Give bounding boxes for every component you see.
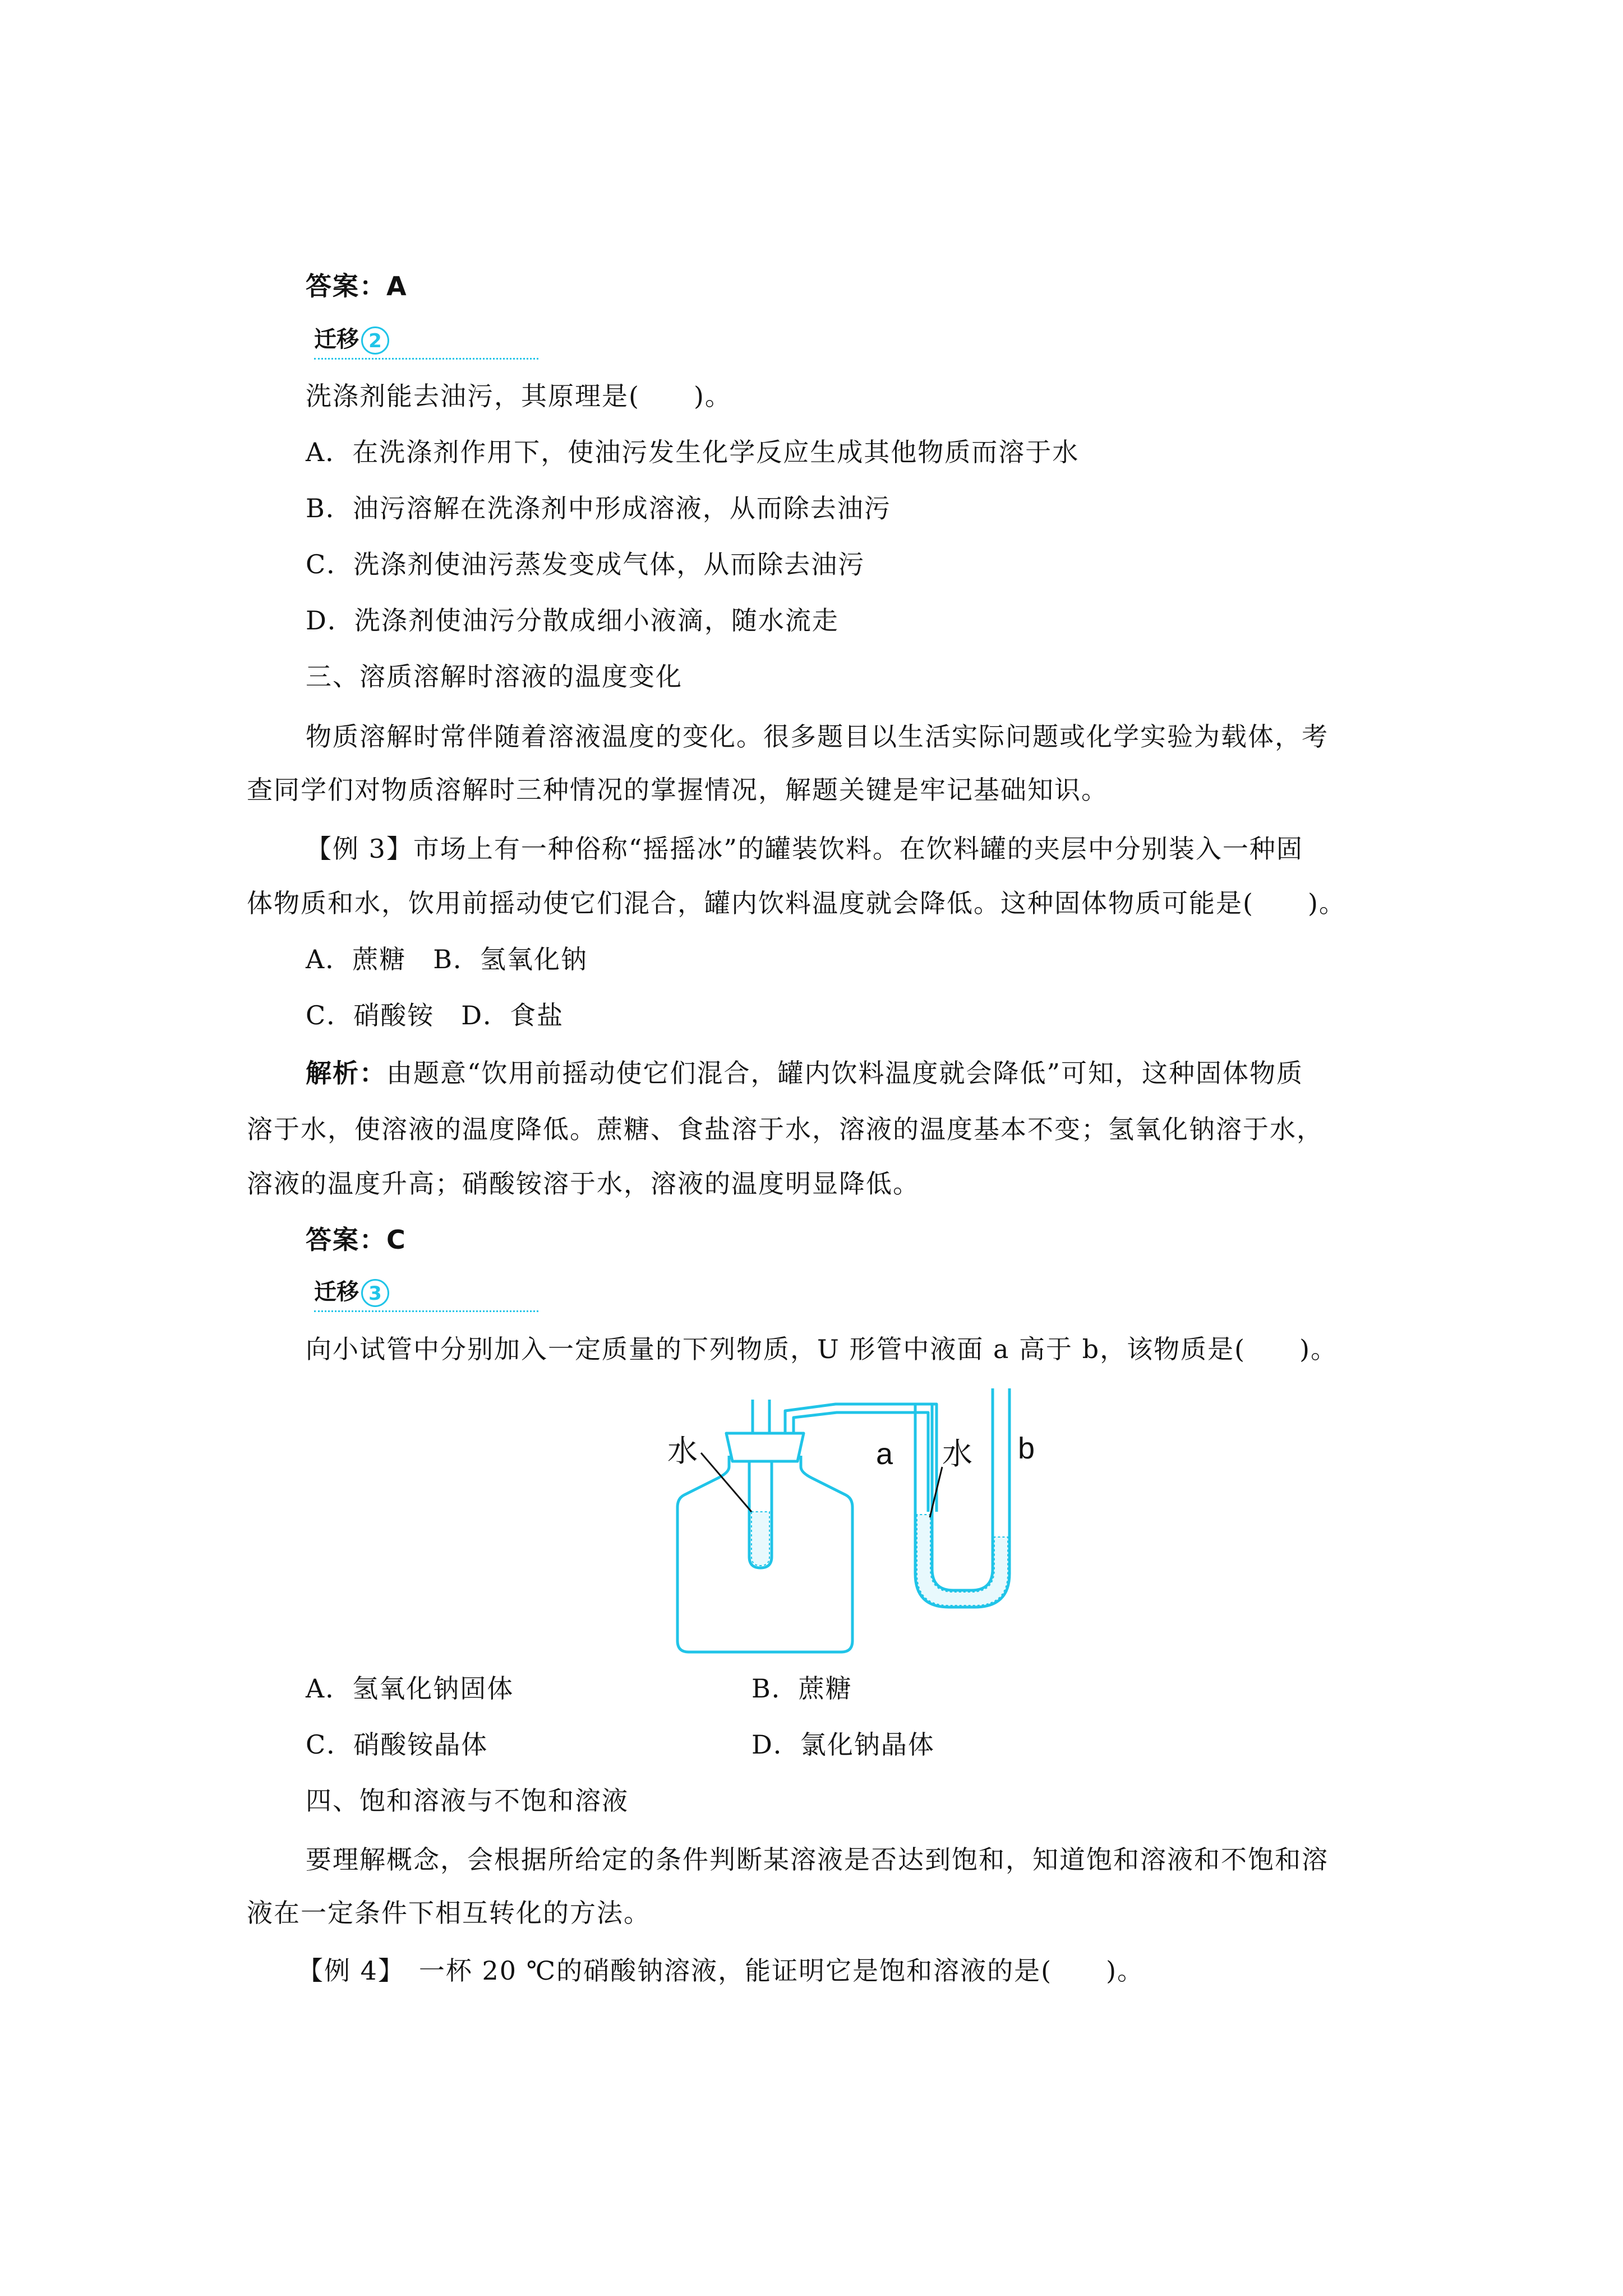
question-transfer-2: 洗涤剂能去油污，其原理是( )。: [306, 381, 732, 411]
dotted-underline: [314, 1310, 538, 1312]
transfer-3-option-b: B．蔗糖: [751, 1673, 852, 1704]
transfer-label: 迁移: [314, 326, 359, 352]
u-tube-apparatus-figure: [667, 1388, 1054, 1663]
section-3-text-line-2: 查同学们对物质溶解时三种情况的掌握情况，解题关键是牢记基础知识。: [247, 775, 1108, 805]
transfer-badge-3: [314, 1278, 389, 1307]
analysis-line-2: 溶于水，使溶液的温度降低。蔗糖、食盐溶于水，溶液的温度基本不变；氢氧化钠溶于水，: [247, 1114, 1324, 1144]
example-4-line: 【例 4】 一杯 20 ℃的硝酸钠溶液，能证明它是饱和溶液的是( )。: [297, 1955, 1145, 1986]
option-b: B．油污溶解在洗涤剂中形成溶液，从而除去油污: [306, 493, 891, 523]
dotted-underline: [314, 358, 538, 360]
transfer-label: 迁移: [314, 1279, 359, 1305]
apparatus-diagram: [667, 1388, 1054, 1663]
section-3-heading: 三、溶质溶解时溶液的温度变化: [306, 661, 683, 692]
example-3-option-cd: C．硝酸铵 D．食盐: [306, 1000, 564, 1030]
analysis-text: 由题意“饮用前摇动使它们混合，罐内饮料温度就会降低”可知，这种固体物质: [386, 1058, 1304, 1088]
question-transfer-3: 向小试管中分别加入一定质量的下列物质，U 形管中液面 a 高于 b，该物质是( )。: [306, 1334, 1338, 1364]
option-c: C．洗涤剂使油污蒸发变成气体，从而除去油污: [306, 549, 865, 579]
transfer-3-option-a: A．氢氧化钠固体: [306, 1673, 514, 1704]
answer-line-2: 答案：C: [306, 1225, 407, 1255]
example-3-option-ab: A．蔗糖 B．氢氧化钠: [306, 944, 588, 974]
option-a: A．在洗涤剂作用下，使油污发生化学反应生成其他物质而溶于水: [306, 437, 1080, 467]
vertical-tube: [753, 1400, 769, 1433]
circled-number-icon: 2: [361, 326, 389, 355]
label-water-left: 水: [667, 1434, 698, 1468]
stopper: [726, 1433, 804, 1461]
analysis-label: 解析：: [306, 1058, 386, 1088]
analysis-line-3: 溶液的温度升高；硝酸铵溶于水，溶液的温度明显降低。: [247, 1168, 920, 1199]
label-b: b: [1018, 1432, 1035, 1465]
transfer-badge-2: [314, 325, 389, 355]
section-4-text-line-1: 要理解概念，会根据所给定的条件判断某溶液是否达到饱和，知道饱和溶液和不饱和溶: [306, 1844, 1329, 1875]
example-3-line-1: 【例 3】市场上有一种俗称“摇摇冰”的罐装饮料。在饮料罐的夹层中分别装入一种固: [306, 834, 1303, 864]
transfer-3-option-d: D．氯化钠晶体: [751, 1729, 935, 1760]
analysis-line-1: [306, 1056, 1303, 1090]
option-d: D．洗涤剂使油污分散成细小液滴，随水流走: [306, 605, 839, 636]
example-3-line-2: 体物质和水，饮用前摇动使它们混合，罐内饮料温度就会降低。这种固体物质可能是( )。: [247, 888, 1346, 918]
test-tube-liquid: [751, 1512, 769, 1566]
section-4-text-line-2: 液在一定条件下相互转化的方法。: [247, 1898, 651, 1928]
section-3-text-line-1: 物质溶解时常伴随着溶液温度的变化。很多题目以生活实际问题或化学实验为载体，考: [306, 721, 1329, 752]
transfer-3-option-c: C．硝酸铵晶体: [306, 1729, 488, 1760]
label-a: a: [876, 1437, 893, 1471]
answer-line-1: 答案：A: [306, 271, 408, 301]
section-4-heading: 四、饱和溶液与不饱和溶液: [306, 1786, 629, 1816]
circled-number-icon: 3: [361, 1279, 389, 1307]
u-tube-liquid: [917, 1515, 1008, 1605]
label-water-right: 水: [942, 1437, 972, 1471]
